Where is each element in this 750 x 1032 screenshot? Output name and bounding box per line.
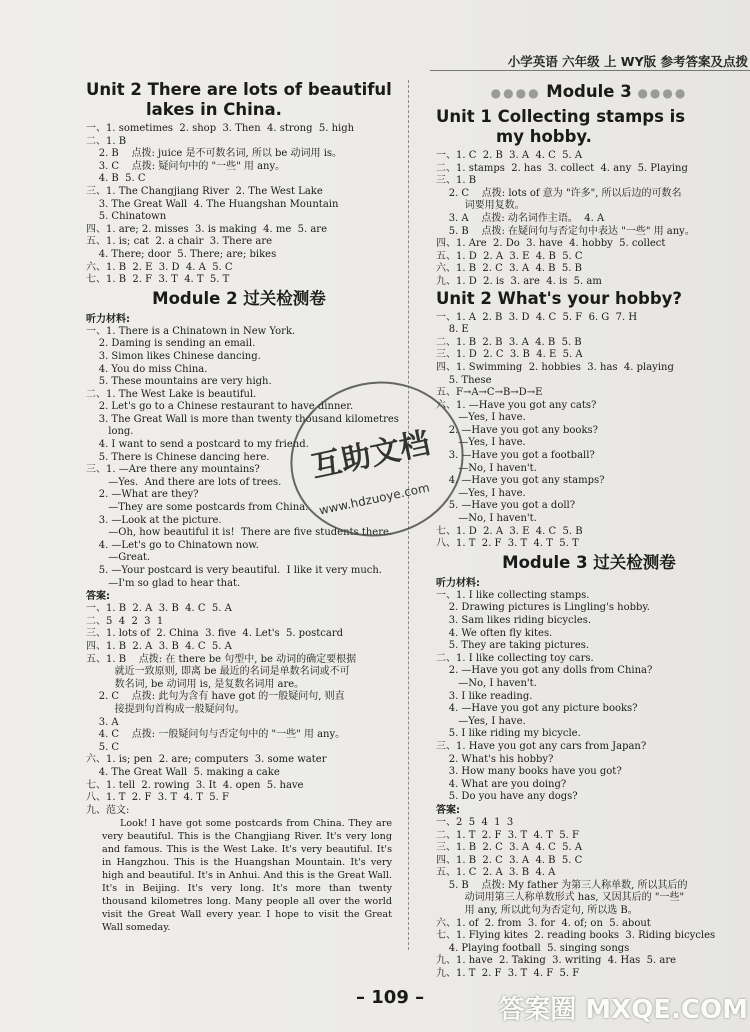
answer-line: 三、1. B [436, 175, 477, 187]
answer-line: 4. —Have you got any picture books? [436, 703, 638, 715]
unit1-answer-list [436, 150, 742, 289]
page-number: – 109 – [356, 987, 425, 1008]
answer-line: 六、1. of 2. from 3. for 4. of; on 5. about [436, 917, 651, 929]
title-dots-right: ●●●● [637, 86, 688, 100]
answer-line: 5. —Your postcard is very beautiful. I like it very much. [86, 565, 382, 576]
answer-line: —Yes, I have. [436, 715, 526, 727]
listening-list [436, 590, 742, 804]
answer-line: 九、范文: [86, 804, 130, 816]
answer-line: 六、1. B 2. C 3. A 4. B 5. B [436, 263, 582, 275]
answer-line: 八、1. T 2. F 3. T 4. T 5. F [86, 792, 229, 804]
answer-line: 2. Daming is sending an email. [86, 338, 256, 350]
unit1-title [436, 107, 742, 147]
answer-line: 2. B 点拨: juice 是不可数名词, 所以 be 动词用 is。 [86, 148, 343, 160]
answer-line: 五、F→A→C→B→D→E [436, 387, 543, 399]
answer-line: 三、1. lots of 2. China 3. five 4. Let's 5. postcard [86, 628, 344, 640]
unit-title [86, 80, 392, 120]
answer-line: 2. —Have you got any books? [436, 424, 598, 436]
unit2-title [436, 289, 742, 309]
answer-line: 3. Simon likes Chinese dancing. [86, 350, 261, 362]
answers-label: 答案: [86, 591, 110, 603]
answer-line: 3. A [86, 716, 119, 728]
answer-line: 2. —What are they? [86, 489, 199, 501]
answer-line: 3. Sam likes riding bicycles. [436, 615, 592, 626]
answer-line: 五、1. is; cat 2. a chair 3. There are [86, 236, 273, 248]
answer-line: —They are some postcards from China. [86, 502, 309, 514]
answer-line: 4. I want to send a postcard to my friend. [86, 439, 309, 451]
answer-line: 4. You do miss China. [86, 363, 208, 375]
answer-line: 4. There; door 5. There; are; bikes [86, 248, 277, 260]
module-test-title: Module 3 过关检测卷 [502, 552, 676, 572]
answer-line: 七、1. tell 2. rowing 3. It 4. open 5. have [86, 779, 304, 791]
answer-line: 九、1. have 2. Taking 3. writing 4. Has 5. are [436, 955, 677, 967]
answer-line: 三、1. —Are there any mountains? [86, 464, 260, 476]
answer-line: 八、1. T 2. F 3. T 4. T 5. T [436, 538, 579, 550]
running-header: 小学英语 六年级 上 WY版 参考答案及点拨 [507, 54, 748, 69]
answer-line: 一、1. C 2. B 3. A 4. C 5. A [436, 150, 583, 161]
answer-line: 一、2 5 4 1 3 [436, 816, 514, 828]
answer-line: 九、1. D 2. is 3. are 4. is 5. am [436, 275, 602, 287]
answer-line: —Oh, how beautiful it is! There are five students there. [86, 527, 393, 539]
answer-line: 接提到句首构成一般疑问句。 [86, 703, 245, 715]
answer-line: 5. Chinatown [86, 211, 167, 223]
listening-label: 听力材料: [86, 313, 130, 325]
unit1-title-line1: Unit 1 Collecting stamps is [436, 107, 686, 126]
answer-line: 六、1. B 2. E 3. D 4. A 5. C [86, 261, 233, 273]
answer-line: 4. What are you doing? [436, 778, 567, 790]
module-title [436, 81, 742, 104]
answer-line: 3. —Have you got a football? [436, 450, 595, 462]
answer-line: 数名词, be 动词用 is, 是复数名词用 are。 [86, 678, 305, 690]
answer-line: 二、1. I like collecting toy cars. [436, 652, 594, 664]
answer-line: 一、1. I like collecting stamps. [436, 589, 590, 601]
answer-line: 4. The Great Wall 5. making a cake [86, 766, 280, 778]
answer-line: 一、1. B 2. A 3. B 4. C 5. A [86, 603, 232, 615]
answer-line: 七、1. B 2. F 3. T 4. T 5. T [86, 274, 230, 286]
unit2-title-text: Unit 2 What's your hobby? [436, 288, 682, 308]
answer-line: —Great. [86, 552, 151, 564]
watermark-stamp-text: 互助文档 [308, 425, 434, 486]
answer-line: —No, I haven't. [436, 513, 537, 525]
answer-line: —Yes. And there are lots of trees. [86, 476, 282, 488]
answer-line: 5. —Have you got a doll? [436, 500, 576, 512]
answer-line: 5. These mountains are very high. [86, 376, 272, 388]
answer-line: 六、1. is; pen 2. are; computers 3. some water [86, 754, 327, 766]
answer-line: 动词用第三人称单数形式 has, 又因其后的 "一些" [436, 892, 685, 904]
answer-line: 3. I like reading. [436, 690, 533, 702]
answer-line: —Yes, I have. [436, 437, 526, 449]
watermark-stamp-url: www.hdzuoye.com [317, 480, 431, 518]
unit1-title-line2: my hobby. [496, 127, 592, 146]
answer-line: 5. These [436, 374, 492, 386]
answer-line: 5. C [86, 741, 120, 753]
model-essay: Look! I have got some postcards from China. They are very beautiful. This is the Changjiang River. It's very long and famous. This is the West Lake. It's very beautiful. It's in Hangzhou. This is the Huangshan Mountain. It's very high and beautiful. It's in Anhui. And this is the Great Wall. It's in Beijing. It's very long. It's more than twenty thousand kilometres long. Many people all over the world visit the Great Wall every year. I hope to visit the Great Wall someday. [102, 818, 392, 934]
answer-line: 5. They are taking pictures. [436, 640, 590, 652]
answer-line: —No, I haven't. [436, 677, 537, 689]
answers-label: 答案: [436, 804, 460, 816]
answer-line: 3. The Great Wall is more than twenty thousand kilometres [86, 413, 399, 425]
answer-line: 2. C 点拨: lots of 意为 "许多", 所以后边的可数名 [436, 187, 682, 199]
answer-line: 4. B 5. C [86, 173, 146, 185]
answer-line: 七、1. D 2. A 3. E 4. C 5. B [436, 525, 583, 537]
right-column [436, 80, 742, 981]
answer-line: 2. What's his hobby? [436, 753, 554, 765]
answer-line: 4. We often fly kites. [436, 627, 553, 639]
answer-line: 二、1. B 2. B 3. A 4. B 5. B [436, 336, 582, 348]
header-rule [430, 70, 750, 71]
answer-line: 五、1. B 点拨: 在 there be 句型中, be 动词的确定要根据 [86, 653, 357, 665]
answer-line: 5. B 点拨: 在疑问句与否定句中表达 "一些" 用 any。 [436, 225, 695, 237]
answer-line: 用 any, 所以此句为否定句, 所以选 B。 [436, 905, 638, 917]
answer-line: 4. —Have you got any stamps? [436, 475, 605, 487]
answer-line: 四、1. Swimming 2. hobbies 3. has 4. playing [436, 361, 674, 373]
answer-line: 3. The Great Wall 4. The Huangshan Mountain [86, 198, 339, 210]
answer-line: 8. E [436, 324, 469, 336]
answer-line: 四、1. B 2. A 3. B 4. C 5. A [86, 640, 232, 652]
answer-line: 词要用复数。 [436, 200, 525, 212]
answer-line: 2. Drawing pictures is Lingling's hobby. [436, 602, 650, 614]
answer-line: 四、1. B 2. C 3. A 4. B 5. C [436, 854, 583, 866]
unit-answer-list [86, 123, 392, 287]
answer-line: 三、1. The Changjiang River 2. The West Lake [86, 185, 323, 197]
answer-line: 5. I like riding my bicycle. [436, 728, 581, 740]
corner-watermark: 答案圈 MXQE.COM [498, 995, 748, 1025]
answer-line: 二、1. T 2. F 3. T 4. T 5. F [436, 829, 579, 841]
answer-line: 六、1. —Have you got any cats? [436, 399, 597, 411]
listening-label: 听力材料: [436, 577, 480, 589]
answer-line: 3. —Look at the picture. [86, 514, 222, 526]
answer-line: —I'm so glad to hear that. [86, 577, 241, 589]
answer-line: 一、1. There is a Chinatown in New York. [86, 325, 296, 337]
answer-line: long. [86, 426, 134, 438]
answer-line: 二、1. stamps 2. has 3. collect 4. any 5. Playing [436, 162, 688, 174]
answer-line: 3. How many books have you got? [436, 766, 622, 778]
answer-line: 5. Do you have any dogs? [436, 791, 578, 803]
answer-line: 三、1. B 2. C 3. A 4. C 5. A [436, 842, 583, 854]
answer-line: 四、1. Are 2. Do 3. have 4. hobby 5. collect [436, 238, 666, 250]
module-test-title: Module 2 过关检测卷 [152, 288, 326, 308]
answer-line: 二、1. The West Lake is beautiful. [86, 388, 257, 400]
answer-line: 三、1. D 2. C 3. B 4. E 5. A [436, 349, 583, 361]
answer-line: 七、1. Flying kites 2. reading books 3. Riding bicycles [436, 930, 716, 942]
answer-line: 2. C 点拨: 此句为含有 have got 的一般疑问句, 则直 [86, 691, 345, 703]
unit-title-line1: Unit 2 There are lots of beautiful [86, 80, 392, 99]
answer-line: 4. Playing football 5. singing songs [436, 942, 630, 954]
answer-line: 5. There is Chinese dancing here. [86, 451, 270, 463]
answer-line: 5. B 点拨: My father 为第三人称单数, 所以其后的 [436, 879, 688, 891]
answer-line: 二、1. B [86, 135, 127, 147]
answers-list [436, 817, 742, 981]
unit2-answer-list [436, 312, 742, 551]
unit-title-line2: lakes in China. [146, 100, 282, 119]
answer-line: 九、1. T 2. F 3. T 4. F 5. F [436, 968, 580, 980]
answer-line: 五、1. C 2. A 3. B 4. A [436, 867, 556, 879]
module-title-text: Module 3 [546, 82, 632, 101]
answer-line: 就近一致原则, 即离 be 最近的名词是单数名词或不可 [86, 666, 350, 678]
answers-list [86, 603, 392, 817]
answer-line: 五、1. D 2. A 3. E 4. B 5. C [436, 250, 583, 262]
answer-line: 2. Let's go to a Chinese restaurant to have dinner. [86, 401, 354, 413]
answer-line: 3. A 点拨: 动名词作主语。 4. A [436, 212, 605, 224]
answer-line: 四、1. are; 2. misses 3. is making 4. me 5. are [86, 223, 327, 235]
answer-line: 4. C 点拨: 一般疑问句与否定句中的 "一些" 用 any。 [86, 729, 346, 741]
title-dots-left: ●●●● [490, 86, 541, 100]
answer-line: —Yes, I have. [436, 412, 526, 424]
answer-line: 2. —Have you got any dolls from China? [436, 665, 653, 677]
answer-line: —No, I haven't. [436, 462, 537, 474]
answer-line: 一、1. A 2. B 3. D 4. C 5. F 6. G 7. H [436, 311, 638, 323]
answer-line: —Yes, I have. [436, 487, 526, 499]
answer-line: 4. —Let's go to Chinatown now. [86, 539, 259, 551]
answer-line: 三、1. Have you got any cars from Japan? [436, 740, 647, 752]
answer-line: 3. C 点拨: 疑问句中的 "一些" 用 any。 [86, 160, 286, 172]
answer-line: 一、1. sometimes 2. shop 3. Then 4. strong 5. high [86, 123, 355, 134]
answer-line: 二、5 4 2 3 1 [86, 615, 164, 627]
